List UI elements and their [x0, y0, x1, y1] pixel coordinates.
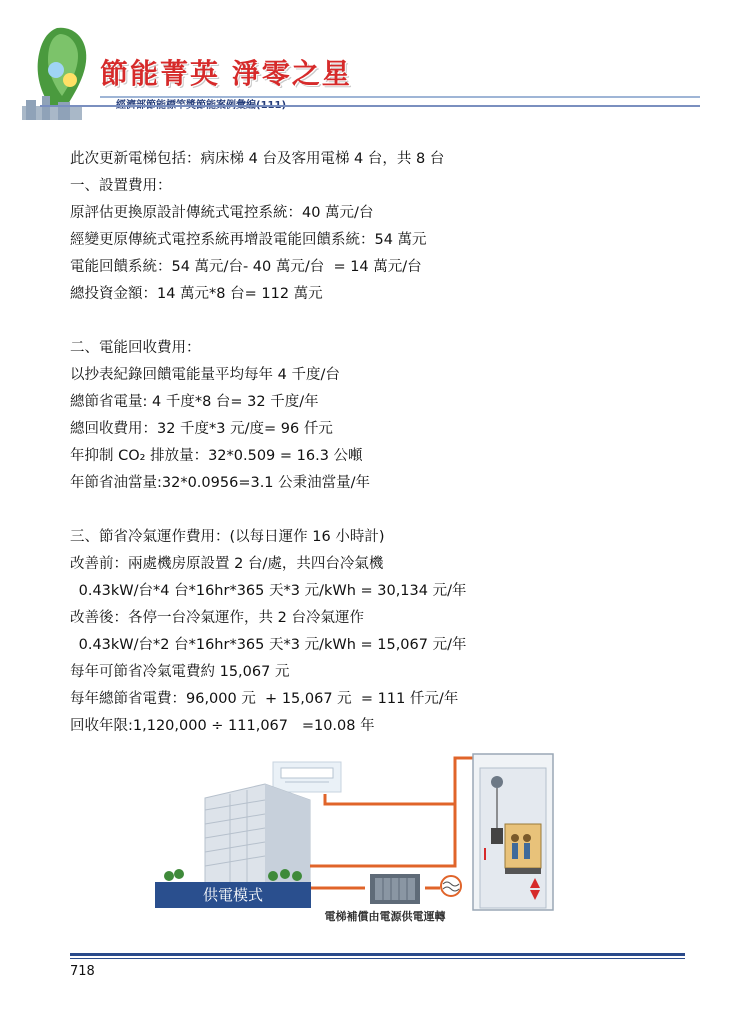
- text-line: 每年可節省冷氣電費約 15,067 元: [70, 664, 290, 680]
- text-line: 回收年限:1,120,000 ÷ 111,067 =10.08 年: [70, 718, 375, 734]
- text-line: 每年總節省電費：96,000 元 + 15,067 元 = 111 仟元/年: [70, 691, 459, 707]
- text-line: 改善前：兩處機房原設置 2 台/處，共四台冷氣機: [70, 556, 384, 572]
- paragraph-gap: [70, 308, 690, 335]
- text-line: 0.43kW/台*4 台*16hr*365 天*3 元/kWh = 30,134 元/年: [74, 583, 467, 599]
- text-line: 經變更原傳統式電控系統再增設電能回饋系統：54 萬元: [70, 232, 427, 248]
- footer-divider: [70, 953, 685, 956]
- supply-mode-label: [155, 882, 311, 908]
- brand-title: 節能菁英 淨零之星: [100, 57, 352, 90]
- page-number: 718: [70, 964, 95, 979]
- page-header: [0, 0, 753, 130]
- footer-divider: [70, 958, 685, 959]
- text-line: 年節省油當量:32*0.0956=3.1 公秉油當量/年: [70, 475, 371, 491]
- taiwan-island-logo: [12, 18, 112, 133]
- header-divider: [40, 105, 700, 107]
- text-line: 總回收費用：32 千度*3 元/度= 96 仟元: [70, 421, 333, 437]
- section-heading: 一、設置費用：: [70, 178, 172, 194]
- publication-subtitle: [116, 96, 286, 111]
- section-heading: 二、電能回收費用：: [70, 340, 201, 356]
- text-line: 以抄表紀錄回饋電能量平均每年 4 千度/台: [70, 367, 340, 383]
- wave-icon: [441, 876, 461, 896]
- text-line: 原評估更換原設計傳統式電控系統：40 萬元/台: [70, 205, 374, 221]
- diagram-caption: 電梯補償由電源供電運轉: [324, 910, 446, 923]
- building-icon: [164, 784, 310, 883]
- section-heading: 三、節省冷氣運作費用：(以每日運作 16 小時計): [70, 529, 385, 545]
- text-line: 總節省電量: 4 千度*8 台= 32 千度/年: [70, 394, 319, 410]
- paragraph-gap: [70, 497, 690, 524]
- elevator-shaft-icon: [473, 754, 553, 910]
- energy-regeneration-diagram: [155, 748, 555, 928]
- text-line: 此次更新電梯包括：病床梯 4 台及客用電梯 4 台，共 8 台: [70, 151, 445, 167]
- text-line: 0.43kW/台*2 台*16hr*365 天*3 元/kWh = 15,067 元/年: [74, 637, 467, 653]
- air-conditioner-icon: [273, 762, 341, 792]
- regenerative-converter-icon: [370, 874, 420, 904]
- text-line: 電能回饋系統：54 萬元/台- 40 萬元/台 = 14 萬元/台: [70, 259, 422, 275]
- text-line: 年抑制 CO₂ 排放量：32*0.509 = 16.3 公噸: [70, 448, 363, 464]
- page-body-text: [70, 146, 690, 740]
- svg-text:供電模式: 供電模式: [202, 886, 264, 904]
- text-line: 總投資金額：14 萬元*8 台= 112 萬元: [70, 286, 323, 302]
- text-line: 改善後：各停一台冷氣運作，共 2 台冷氣運作: [70, 610, 364, 626]
